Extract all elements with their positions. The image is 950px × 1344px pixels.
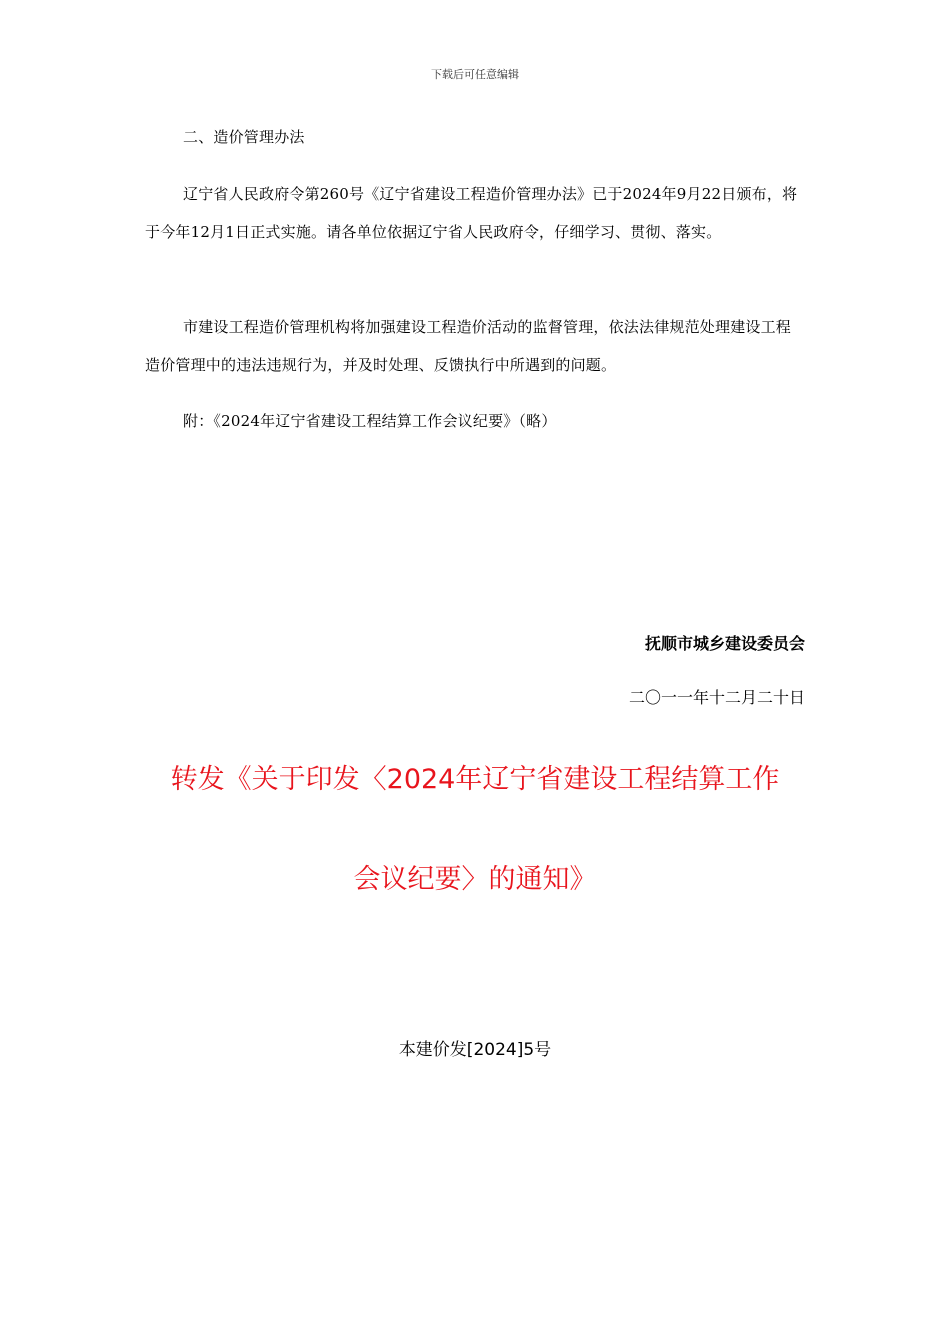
attachment-note: 附：《2024年辽宁省建设工程结算工作会议纪要》（略） xyxy=(183,412,557,430)
notice-title xyxy=(130,730,820,930)
signature-organization: 抚顺市城乡建设委员会 xyxy=(644,634,805,653)
notice-title-line-1: 转发《关于印发〈2024年辽宁省建设工程结算工作 xyxy=(170,764,780,795)
document-number: 本建价发[2024]5号 xyxy=(398,1040,552,1060)
paragraph-supervision: 市建设工程造价管理机构将加强建设工程造价活动的监督管理，依法法律规范处理建设工程造价管理中的违法违规行为，并及时处理、反馈执行中所遇到的问题。 xyxy=(145,318,792,374)
section-heading: 二、造价管理办法 xyxy=(183,128,305,146)
notice-title-line-2: 会议纪要〉的通知》 xyxy=(353,864,597,895)
paragraph-regulation: 辽宁省人民政府令第260号《辽宁省建设工程造价管理办法》已于2024年9月22日颁布，将于今年12月1日正式实施。请各单位依据辽宁省人民政府令，仔细学习、贯彻、落实。 xyxy=(145,185,798,241)
header-note: 下载后可任意编辑 xyxy=(431,68,519,81)
signature-date: 二〇一一年十二月二十日 xyxy=(628,688,805,707)
